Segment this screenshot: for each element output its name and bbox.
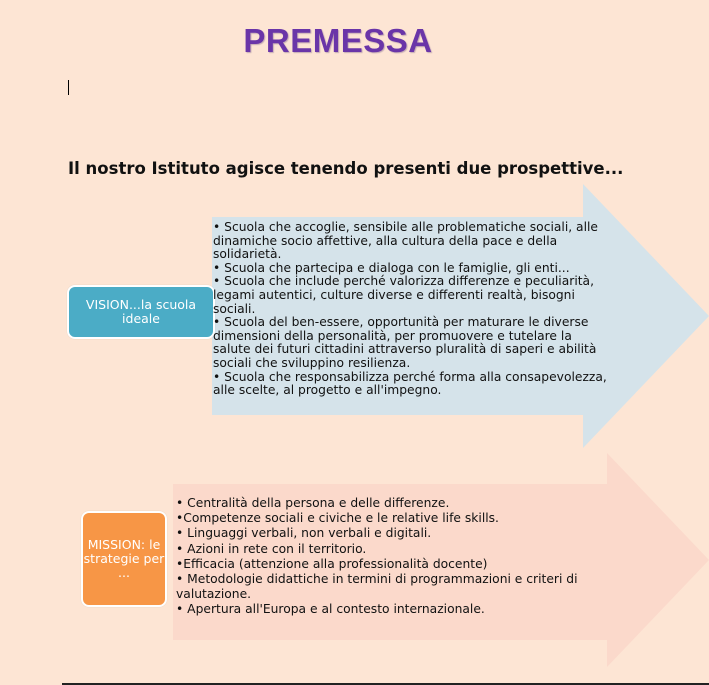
list-item: • Scuola che include perché valorizza differenze e peculiarità, legami autentici, culture diverse e differenti realtà, bisogni sociali. <box>213 274 594 316</box>
vision-list <box>213 221 608 398</box>
mission-list <box>176 496 586 618</box>
list-item: • Apertura all'Europa e al contesto internazionale. <box>176 602 485 617</box>
list-item: • Metodologie didattiche in termini di programmazioni e criteri di valutazione. <box>176 572 578 602</box>
list-item: • Scuola che accoglie, sensibile alle problematiche sociali, alle dinamiche socio affettive, alla cultura della pace e della solidarietà. <box>213 220 598 262</box>
mission-label: MISSION: le strategie per ... <box>83 537 165 580</box>
list-item: • Scuola che responsabilizza perché forma alla consapevolezza, alle scelte, al progetto e all'impegno. <box>213 369 607 398</box>
vision-box <box>67 285 215 339</box>
list-item: • Linguaggi verbali, non verbali e digitali. <box>176 526 432 541</box>
subtitle-heading: Il nostro Istituto agisce tenendo presenti due prospettive... <box>68 159 624 178</box>
page-title: PREMESSA <box>243 22 433 59</box>
mission-box <box>81 511 167 607</box>
list-item: • Scuola del ben-essere, opportunità per maturare le diverse dimensioni della personalità, per promuovere e tutelare la salute dei futuri cittadini attraverso pluralità di saperi e abilità sociali che sviluppino resilienza. <box>213 315 597 370</box>
list-item: •Efficacia (attenzione alla professionalità docente) <box>176 556 488 571</box>
list-item: • Azioni in rete con il territorio. <box>176 541 367 556</box>
list-item: •Competenze sociali e civiche e le relative life skills. <box>176 511 499 526</box>
list-item: • Scuola che partecipa e dialoga con le famiglie, gli enti... <box>213 260 570 275</box>
vision-label: VISION...la scuola ideale <box>85 297 197 326</box>
list-item: • Centralità della persona e delle differenze. <box>176 496 450 510</box>
